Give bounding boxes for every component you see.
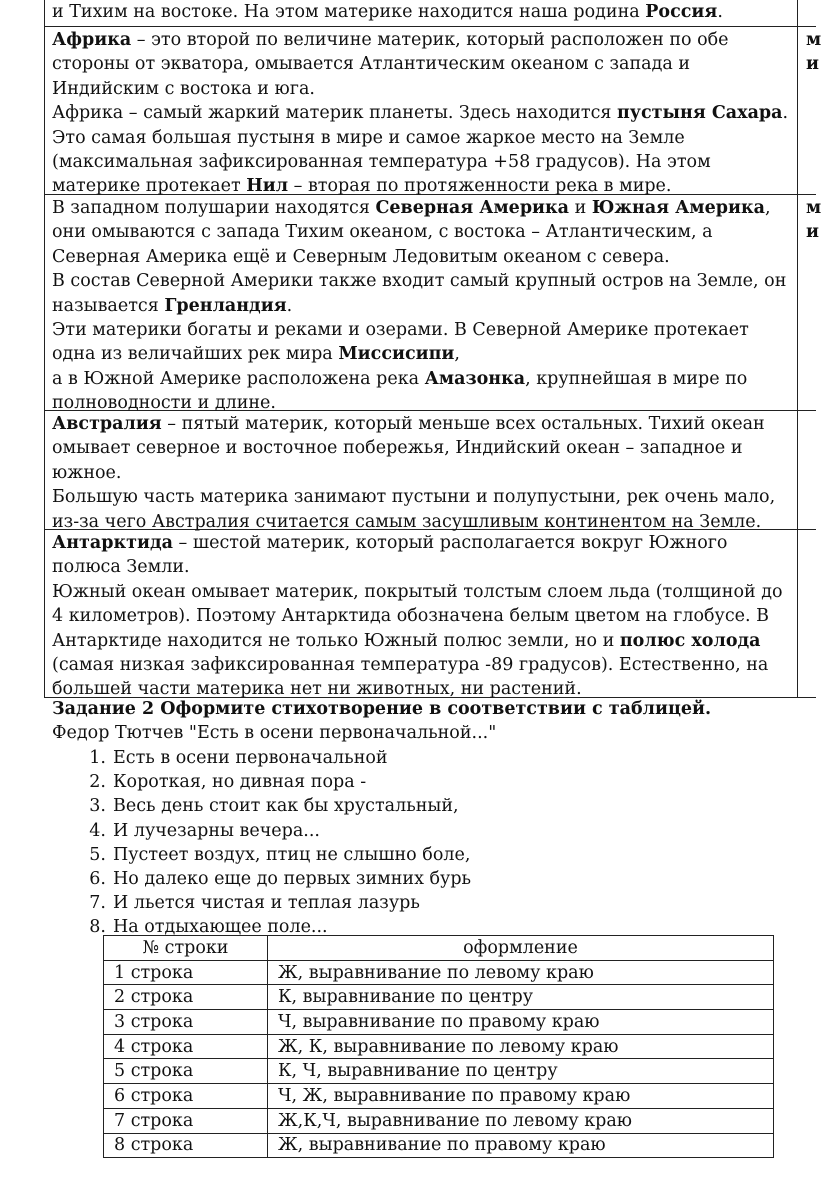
text-run: – пятый материк, который меньше всех остальных. Тихий океан омывает северное и восточное побережья, Индийский океан – западное и южное. bbox=[52, 414, 765, 483]
row-africa bbox=[52, 28, 792, 199]
table-row bbox=[104, 960, 774, 985]
row-divider bbox=[44, 26, 816, 27]
row-antarctica bbox=[52, 531, 792, 702]
text-run: и bbox=[569, 198, 592, 218]
poem-line bbox=[80, 770, 471, 794]
text-run: а в Южной Америке расположена река bbox=[52, 368, 425, 389]
cell-line-number: 8 строка bbox=[104, 1133, 268, 1158]
bold-term: Антарктида bbox=[52, 533, 173, 553]
table-row bbox=[104, 1133, 774, 1158]
bold-term: полюс холода bbox=[619, 630, 761, 651]
bold-term: Африка bbox=[52, 30, 132, 50]
bold-term: Россия bbox=[645, 2, 718, 22]
table-header-row bbox=[104, 936, 774, 961]
cell-line-number: 5 строка bbox=[104, 1059, 268, 1084]
table-row bbox=[104, 1084, 774, 1109]
line-number: 8. bbox=[89, 917, 106, 938]
line-number: 7. bbox=[89, 893, 106, 914]
table-row bbox=[104, 1108, 774, 1133]
cell-format: Ж, выравнивание по правому краю bbox=[268, 1133, 774, 1158]
poem-author: Федор Тютчев "Есть в осени первоначальной..." bbox=[52, 723, 497, 743]
task-title: Задание 2 Оформите стихотворение в соответствии с таблицей. bbox=[52, 699, 712, 719]
poem-line bbox=[80, 746, 471, 770]
poem-line bbox=[80, 794, 471, 818]
row-australia bbox=[52, 412, 792, 534]
table-left-border bbox=[44, 0, 45, 697]
poem-line bbox=[80, 843, 471, 867]
cell-format: Ж, выравнивание по левому краю bbox=[268, 960, 774, 985]
cell-line-number: 1 строка bbox=[104, 960, 268, 985]
text-run: Южный океан омывает материк, покрытый толстым слоем льда (толщиной до 4 километров). Поэтому Антарктида обозначена белым цветом на глобусе. В Антарктиде находится не только Южный полюс земли, но и bbox=[52, 581, 783, 651]
bold-term: Южная Америка bbox=[591, 198, 765, 218]
column-header: оформление bbox=[268, 936, 774, 961]
text-run: Эти материки богаты и реками и озерами. В Северной Америке протекает одна из величайших рек мира bbox=[52, 320, 749, 365]
table-right-column-border bbox=[797, 0, 798, 697]
text-run: . bbox=[286, 295, 293, 316]
text-run: , они омываются с запада Тихим океаном, с востока – Атлантическим, а Северная Америка ещё и Северным Ледовитым океаном с севера. bbox=[52, 198, 771, 267]
text-run: . bbox=[717, 2, 723, 22]
poem-line bbox=[80, 891, 471, 915]
cell-line-number: 7 строка bbox=[104, 1108, 268, 1133]
poem-line bbox=[80, 867, 471, 891]
bold-term: пустыня Сахара bbox=[617, 103, 783, 124]
cell-line-number: 6 строка bbox=[104, 1084, 268, 1109]
bold-term: Австралия bbox=[52, 414, 162, 434]
text-run: В западном полушарии находятся bbox=[52, 198, 376, 218]
line-number: 3. bbox=[89, 796, 106, 817]
row-americas bbox=[52, 196, 792, 416]
line-number: 6. bbox=[89, 868, 106, 889]
line-text: Короткая, но дивная пора - bbox=[113, 772, 367, 793]
cell-format: Ч, Ж, выравнивание по правому краю bbox=[268, 1084, 774, 1109]
text-run: В состав Северной Америки также входит самый крупный остров на Земле, он называется bbox=[52, 271, 787, 316]
bold-term: Северная Америка bbox=[375, 198, 570, 218]
table-row bbox=[104, 1034, 774, 1059]
bold-term: Амазонка bbox=[424, 368, 526, 389]
line-text: Весь день стоит как бы хрустальный, bbox=[113, 796, 459, 817]
line-number: 4. bbox=[89, 820, 106, 841]
poem-line bbox=[80, 819, 471, 843]
text-run: Африка – самый жаркий материк планеты. Здесь находится bbox=[52, 103, 617, 124]
column-header: № строки bbox=[104, 936, 268, 961]
bold-term: Миссисипи bbox=[338, 344, 455, 365]
text-run: . bbox=[782, 103, 789, 124]
text-run: , крупнейшая в мире по полноводности и длине. bbox=[52, 368, 748, 414]
cell-line-number: 3 строка bbox=[104, 1010, 268, 1035]
cell-format: Ж, К, выравнивание по левому краю bbox=[268, 1034, 774, 1059]
text-run: Большую часть материка занимают пустыни и полупустыни, рек очень мало, из-за чего Австралия считается самым засушливым континентом на Земле. bbox=[52, 487, 776, 532]
text-run: Это самая большая пустыня в мире и самое жаркое место на Земле (максимальная зафиксированная температура +58 градусов). На этом материке протекает bbox=[52, 127, 711, 197]
text-run: и Тихим на востоке. На этом материке находится наша родина bbox=[52, 2, 646, 22]
row-russia bbox=[52, 0, 792, 24]
format-table bbox=[103, 935, 774, 1158]
cell-format: К, выравнивание по центру bbox=[268, 985, 774, 1010]
cell-format: Ж,К,Ч, выравнивание по левому краю bbox=[268, 1108, 774, 1133]
text-run: – это второй по величине материк, который расположен по обе стороны от экватора, омывается Атлантическим океаном с запада и Индийским с востока и юга. bbox=[52, 30, 729, 99]
cell-line-number: 4 строка bbox=[104, 1034, 268, 1059]
text-run: – вторая по протяженности река в мире. bbox=[288, 176, 672, 197]
table-row bbox=[104, 1010, 774, 1035]
poem-lines bbox=[80, 746, 471, 940]
cell-format: Ч, выравнивание по правому краю bbox=[268, 1010, 774, 1035]
cell-format: К, Ч, выравнивание по центру bbox=[268, 1059, 774, 1084]
bold-term: Нил bbox=[246, 176, 289, 197]
table-row bbox=[104, 1059, 774, 1084]
line-text: Есть в осени первоначальной bbox=[113, 748, 388, 768]
line-text: Пустеет воздух, птиц не слышно боле, bbox=[113, 844, 471, 865]
line-text: На отдыхающее поле... bbox=[113, 917, 328, 938]
side-fragment-americas: м и bbox=[806, 198, 821, 243]
line-text: Но далеко еще до первых зимних бурь bbox=[113, 868, 472, 889]
line-text: И льется чистая и теплая лазурь bbox=[113, 893, 420, 914]
text-run: (самая низкая зафиксированная температура -89 градусов). Естественно, на большей части материка нет ни животных, ни растений. bbox=[52, 655, 769, 700]
line-text: И лучезарны вечера... bbox=[113, 820, 320, 841]
line-number: 2. bbox=[89, 772, 106, 793]
line-number: 5. bbox=[89, 844, 106, 865]
side-fragment-africa: м и bbox=[806, 30, 821, 75]
bold-term: Гренландия bbox=[164, 295, 287, 316]
table-row bbox=[104, 985, 774, 1010]
text-run: , bbox=[454, 344, 460, 365]
line-number: 1. bbox=[89, 748, 106, 768]
text-run: – шестой материк, который располагается вокруг Южного полюса Земли. bbox=[52, 533, 728, 578]
cell-line-number: 2 строка bbox=[104, 985, 268, 1010]
